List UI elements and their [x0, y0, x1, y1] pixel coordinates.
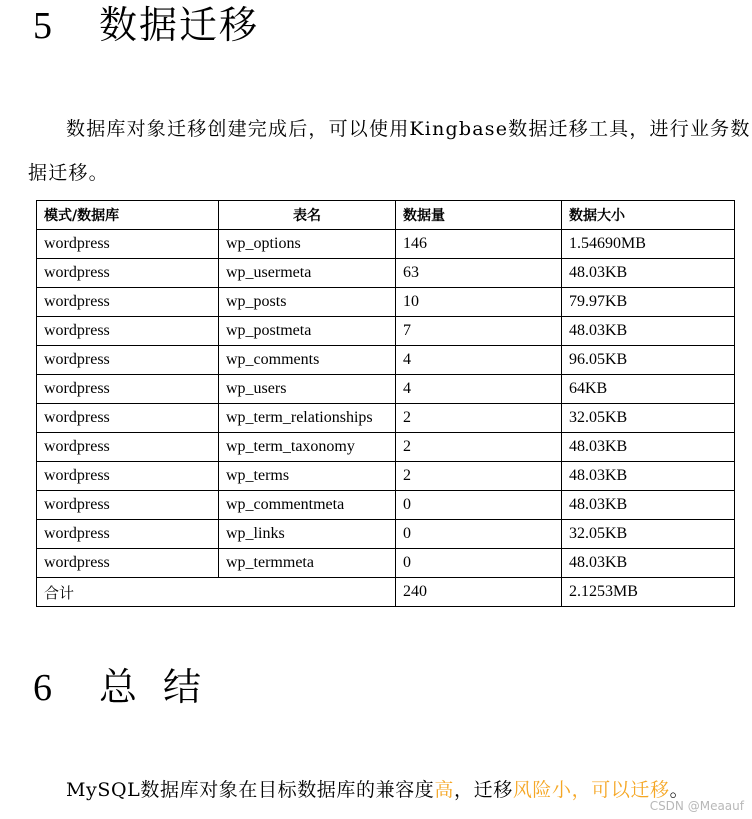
migration-paragraph-line-1: 数据库对象迁移创建完成后，可以使用Kingbase数据迁移工具，进行业务数 — [66, 118, 751, 140]
table-row — [37, 462, 735, 491]
header-schema: 模式/数据库 — [37, 201, 219, 230]
section-5-heading — [33, 3, 260, 47]
cell-table-name: wp_comments — [219, 346, 396, 375]
cell-schema: wordpress — [37, 491, 219, 520]
cell-row-count: 63 — [396, 259, 562, 288]
table-row — [37, 230, 735, 259]
cell-table-name: wp_term_taxonomy — [219, 433, 396, 462]
cell-row-count: 2 — [396, 462, 562, 491]
migration-paragraph-line-2: 据迁移。 — [28, 162, 109, 184]
cell-data-size: 48.03KB — [562, 259, 735, 288]
total-data-size: 2.1253MB — [562, 578, 735, 607]
header-table-name: 表名 — [219, 201, 396, 230]
cell-data-size: 79.97KB — [562, 288, 735, 317]
section-6-heading — [33, 665, 228, 709]
cell-row-count: 2 — [396, 404, 562, 433]
cell-schema: wordpress — [37, 462, 219, 491]
cell-data-size: 48.03KB — [562, 491, 735, 520]
cell-table-name: wp_termmeta — [219, 549, 396, 578]
cell-row-count: 0 — [396, 491, 562, 520]
cell-data-size: 64KB — [562, 375, 735, 404]
section-6-title: 总结 — [99, 665, 228, 709]
section-6-number: 6 — [33, 667, 52, 709]
cell-data-size: 48.03KB — [562, 317, 735, 346]
section-5-number: 5 — [33, 5, 52, 47]
table-header-row — [37, 201, 735, 230]
table-row — [37, 491, 735, 520]
table-row — [37, 549, 735, 578]
summary-text-before: MySQL数据库对象在目标数据库的兼容度 — [66, 779, 435, 801]
total-row-count: 240 — [396, 578, 562, 607]
table-total-row — [37, 578, 735, 607]
cell-schema: wordpress — [37, 433, 219, 462]
cell-schema: wordpress — [37, 549, 219, 578]
cell-data-size: 48.03KB — [562, 433, 735, 462]
header-row-count: 数据量 — [396, 201, 562, 230]
total-label: 合计 — [37, 578, 396, 607]
cell-row-count: 0 — [396, 520, 562, 549]
cell-row-count: 4 — [396, 375, 562, 404]
cell-table-name: wp_usermeta — [219, 259, 396, 288]
cell-table-name: wp_postmeta — [219, 317, 396, 346]
cell-table-name: wp_users — [219, 375, 396, 404]
summary-highlight-low-risk: 风险小，可以迁移 — [512, 779, 670, 801]
cell-table-name: wp_links — [219, 520, 396, 549]
migration-table — [36, 200, 735, 607]
cell-schema: wordpress — [37, 346, 219, 375]
table-row — [37, 520, 735, 549]
cell-row-count: 0 — [396, 549, 562, 578]
cell-data-size: 1.54690MB — [562, 230, 735, 259]
cell-table-name: wp_commentmeta — [219, 491, 396, 520]
cell-row-count: 7 — [396, 317, 562, 346]
cell-data-size: 32.05KB — [562, 404, 735, 433]
table-row — [37, 317, 735, 346]
table-row — [37, 288, 735, 317]
cell-table-name: wp_options — [219, 230, 396, 259]
summary-paragraph — [66, 780, 689, 800]
section-5-title: 数据迁移 — [99, 3, 260, 47]
summary-text-after: 。 — [669, 779, 690, 801]
table-row — [37, 375, 735, 404]
table-row — [37, 346, 735, 375]
table-row — [37, 259, 735, 288]
cell-data-size: 96.05KB — [562, 346, 735, 375]
table-row — [37, 404, 735, 433]
cell-row-count: 2 — [396, 433, 562, 462]
cell-data-size: 48.03KB — [562, 462, 735, 491]
summary-highlight-high: 高 — [434, 779, 455, 801]
cell-schema: wordpress — [37, 288, 219, 317]
cell-table-name: wp_posts — [219, 288, 396, 317]
cell-row-count: 10 — [396, 288, 562, 317]
csdn-watermark: CSDN @Meaauf — [649, 799, 744, 813]
cell-schema: wordpress — [37, 520, 219, 549]
cell-schema: wordpress — [37, 317, 219, 346]
cell-table-name: wp_term_relationships — [219, 404, 396, 433]
cell-row-count: 146 — [396, 230, 562, 259]
cell-schema: wordpress — [37, 404, 219, 433]
cell-row-count: 4 — [396, 346, 562, 375]
table-row — [37, 433, 735, 462]
cell-data-size: 48.03KB — [562, 549, 735, 578]
cell-table-name: wp_terms — [219, 462, 396, 491]
cell-schema: wordpress — [37, 230, 219, 259]
header-data-size: 数据大小 — [562, 201, 735, 230]
cell-data-size: 32.05KB — [562, 520, 735, 549]
cell-schema: wordpress — [37, 375, 219, 404]
cell-schema: wordpress — [37, 259, 219, 288]
summary-text-middle: ，迁移 — [454, 779, 513, 801]
